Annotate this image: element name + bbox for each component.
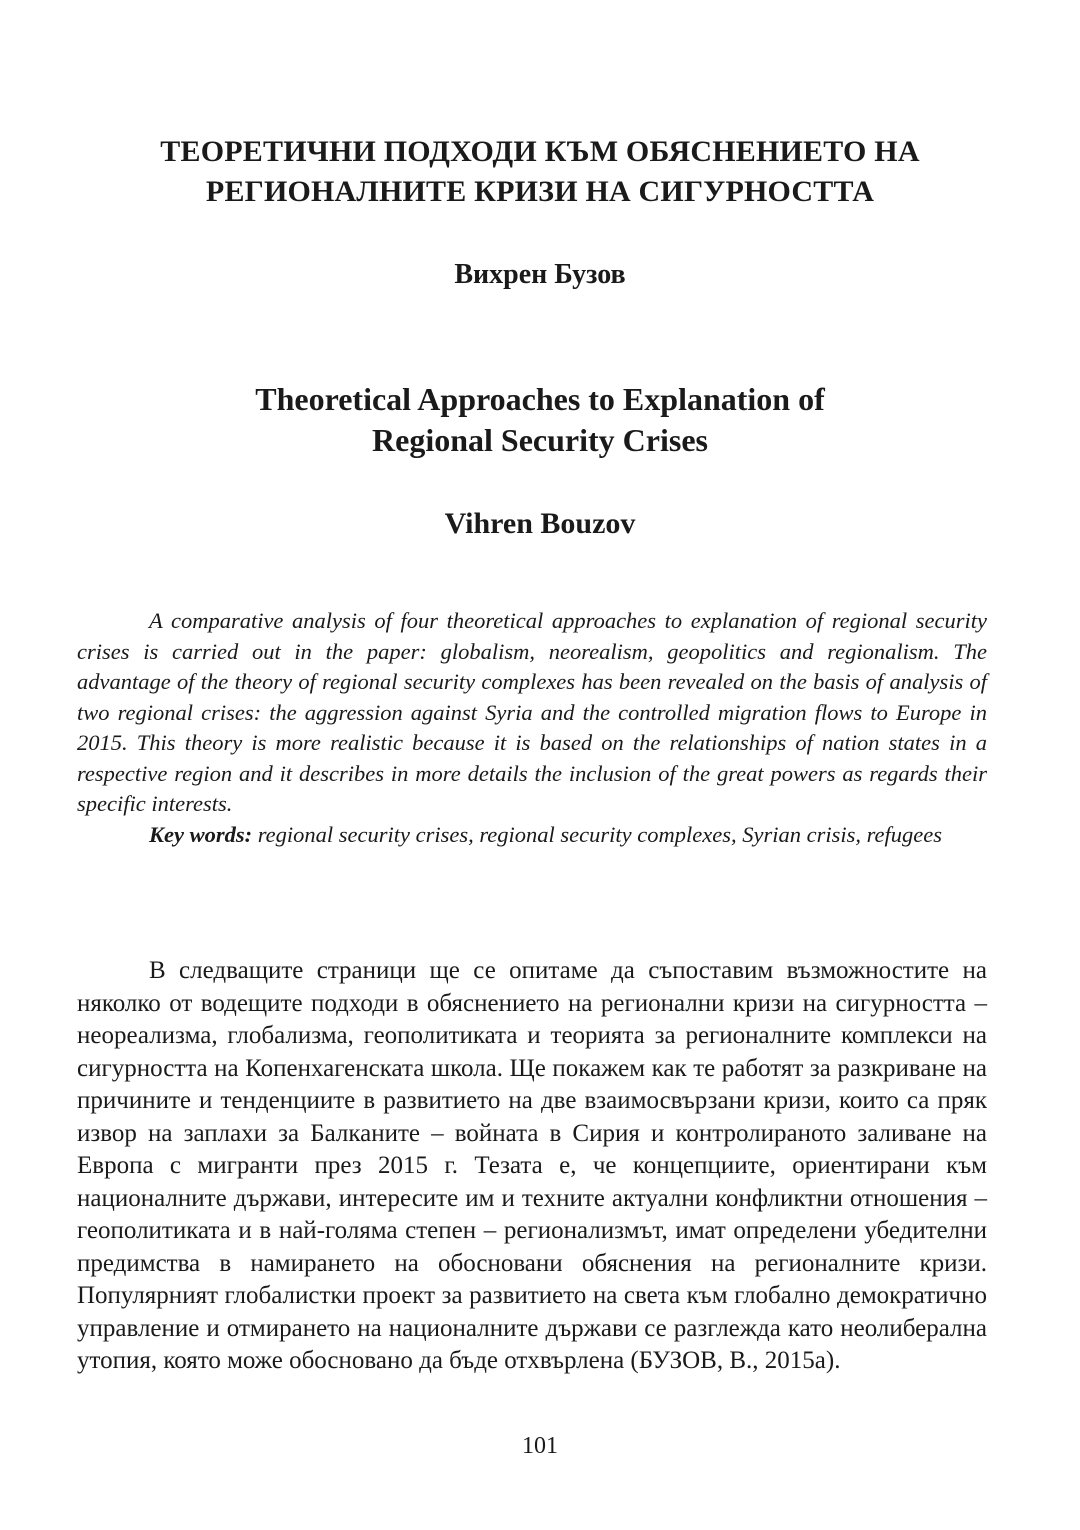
body-text — [77, 955, 987, 1378]
keywords-label: Key words: — [149, 821, 253, 847]
author-english: Vihren Bouzov — [444, 507, 636, 540]
title-english-line-2: Regional Security Crises — [372, 422, 708, 458]
abstract-text: A comparative analysis of four theoretical approaches to explanation of regional security crises is carried out in the paper: globalism, neorealism, geopolitics and regionalism. The advantage of the theory of regional security complexes has been revealed on the basis of analysis of two regional crises: the aggression against Syria and the controlled migration flows to Europe in 2015. This theory is more realistic because it is based on the relationships of nation states in a respective region and it describes in more details the inclusion of the great powers as regards their specific interests. — [77, 608, 987, 816]
title-english-line-1: Theoretical Approaches to Explanation of — [255, 381, 825, 417]
author-bulgarian: Вихрен Бузов — [454, 259, 626, 290]
body-paragraph: В следващите страници ще се опитаме да съпоставим възможностите на няколко от водещите подходи в обяснението на регионални кризи на сигурността – неореализма, глобализма, геополитиката и теорията за регионалните комплекси на сигурността на Копенхагенската школа. Ще покажем как те работят за разкриване на причините и тенденциите в развитието на две взаимосвързани кризи, които са пряк извор на заплахи за Балканите – войната в Сирия и контролираното заливане на Европа с мигранти през 2015 г. Тезата е, че концепциите, ориентирани към националните държави, интересите им и техните актуални конфликтни отношения – геополитиката и в най-голяма степен – регионализмът, имат определени убедителни предимства в намирането на обосновани обяснения на регионалните кризи. Популярният глобалистки проект за развитието на света към глобално демократично управление и отмирането на националните държави се разглежда като неолиберална утопия, която може обосновано да бъде отхвърлена (БУЗОВ, В., 2015а). — [77, 957, 987, 1374]
title-english — [80, 379, 1000, 461]
keywords — [77, 820, 987, 851]
title-bulgarian-line-1: ТЕОРЕТИЧНИ ПОДХОДИ КЪМ ОБЯСНЕНИЕТО НА — [160, 135, 920, 168]
title-bulgarian — [80, 132, 1000, 212]
page-number: 101 — [522, 1433, 558, 1459]
keywords-list: regional security crises, regional security complexes, Syrian crisis, refugees — [257, 821, 942, 847]
abstract — [77, 606, 987, 850]
title-bulgarian-line-2: РЕГИОНАЛНИТЕ КРИЗИ НА СИГУРНОСТТА — [205, 175, 875, 208]
